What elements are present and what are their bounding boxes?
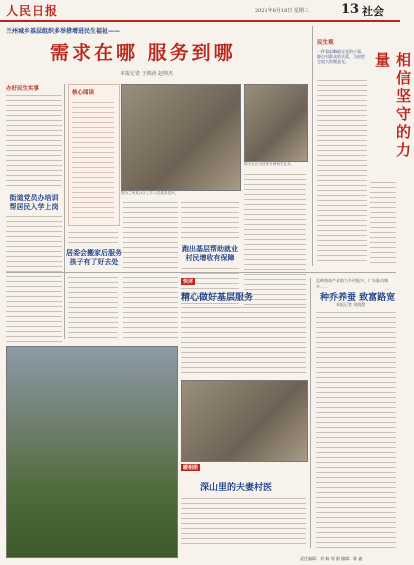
core-reading-label: 核心阅读 <box>72 90 95 96</box>
photo-service-counter <box>121 84 241 191</box>
bottom-right-byline: 本报记者 刘晓慧 <box>336 302 366 307</box>
commentary-body <box>181 305 306 375</box>
col5-body <box>244 172 306 317</box>
core-reading-body <box>72 100 114 218</box>
col4-body <box>181 200 239 240</box>
main-headline: 需求在哪 服务到哪 <box>50 42 236 64</box>
right-divider <box>312 26 313 266</box>
photo-village-doctors <box>181 380 308 462</box>
col2-body <box>68 230 118 244</box>
photo2-caption: 图为社区为居民办理相关业务。 <box>244 162 295 166</box>
bottom-right-divider <box>310 278 311 548</box>
photo-album-headline: 深山里的夫妻村医 <box>200 483 273 493</box>
photo1-caption: 图为兰州某社区工作人员服务居民。 <box>121 191 179 195</box>
right-col-label: 民生观 <box>317 40 334 46</box>
subhead-3: 跑出基层帮助就业 村民增收有保障 <box>182 244 238 262</box>
right-vertical-title: 相信坚守的力量 <box>373 52 412 160</box>
commentary-label: 快评 <box>183 279 194 285</box>
section-name: 社会 <box>362 5 384 18</box>
dateline: 2021年8月18日 星期三 <box>255 8 309 14</box>
col1-body-2 <box>6 214 62 344</box>
photo-album-label: 暖相册 <box>183 465 199 471</box>
main-kicker: 兰州城乡基层组织多举措增进民生福祉—— <box>6 28 121 35</box>
bottom-right-kicker: 反映海南产业助力乡村振兴，广东驱动城乡…… <box>316 278 388 289</box>
footer-editors: 责任编辑：刘 畅 刘 娟 编辑：陈 鑫 <box>300 556 363 561</box>
horizontal-divider <box>6 272 396 273</box>
right-body <box>317 78 367 263</box>
col2-body-2 <box>68 270 118 340</box>
col1-body <box>6 93 62 188</box>
col1-label: 办好民生实事 <box>6 86 40 92</box>
bottom-right-body <box>316 310 396 550</box>
photo-album-body <box>181 496 306 546</box>
right-body-2 <box>370 180 396 265</box>
main-byline: 本报记者 王锦涛 赵帅杰 <box>120 71 174 77</box>
newspaper-logo: 人民日报 <box>6 4 59 18</box>
subhead-1: 街道党员办培训 帮居民入学上岗 <box>9 193 59 211</box>
photo-mountain-village <box>6 346 178 558</box>
photo-workers <box>244 84 308 162</box>
subhead-2: 居委会搬家后服务 孩子有了好去处 <box>66 248 122 266</box>
commentary-headline: 精心做好基层服务 <box>181 293 254 303</box>
col3-body <box>123 200 178 340</box>
column-divider <box>64 84 65 339</box>
bottom-right-headline: 种乔养蚕 致富路宽 <box>320 293 396 303</box>
masthead <box>0 0 400 22</box>
page-number: 13 <box>341 2 360 17</box>
right-quote: 一件看似晦暗无光的小事，源自对群众的关爱，当你把它放大时便是光。 <box>317 49 365 65</box>
